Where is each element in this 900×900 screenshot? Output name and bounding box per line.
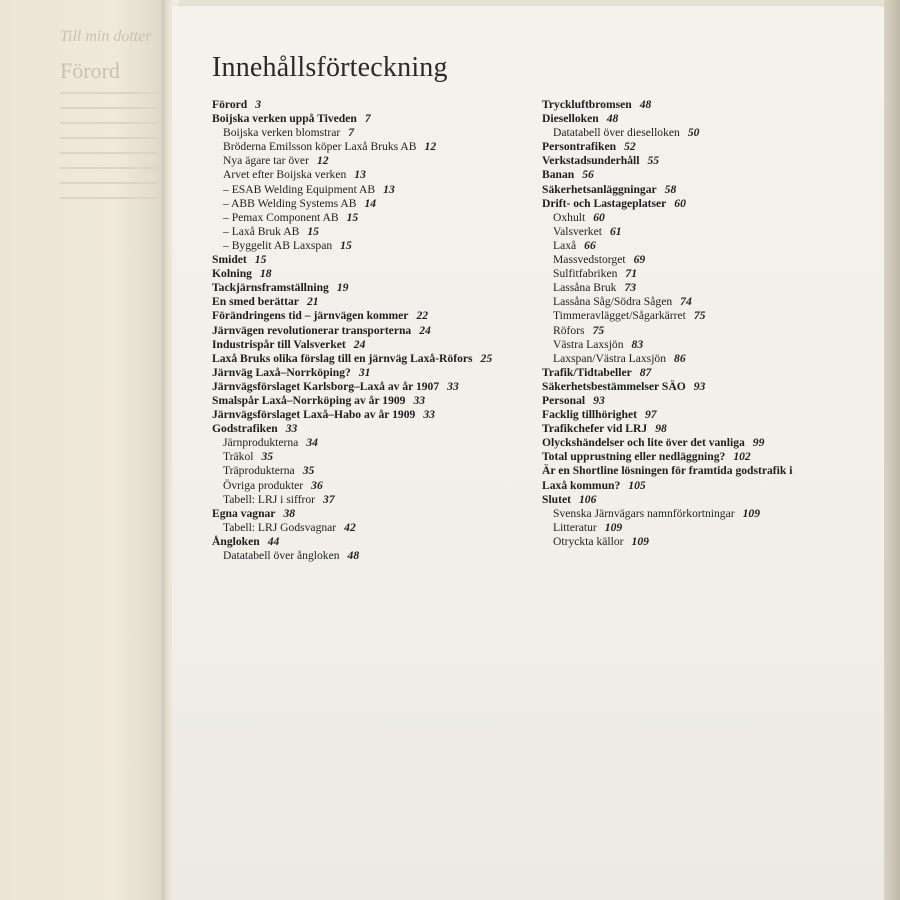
toc-chapter-entry xyxy=(542,422,792,436)
toc-entry-page-number: 52 xyxy=(624,140,636,154)
left-page-text-lines xyxy=(60,92,168,212)
toc-entry-title: Litteratur xyxy=(553,520,597,534)
toc-entry-page-number: 13 xyxy=(383,182,395,196)
toc-entry-title: Oxhult xyxy=(553,210,586,224)
toc-chapter-entry xyxy=(212,253,492,267)
right-page xyxy=(172,6,884,900)
page-edge xyxy=(884,0,900,900)
toc-chapter-entry xyxy=(542,380,792,394)
toc-entry-title: Timmeravlägget/Sågarkärret xyxy=(553,309,686,323)
toc-entry-title: Svenska Järnvägars namnförkortningar xyxy=(553,506,735,520)
toc-entry-page-number: 19 xyxy=(336,281,349,295)
toc-entry-title: Laxå Bruks olika förslag till en järnväg Laxå-Röfors xyxy=(212,351,473,365)
page-title: Innehållsförteckning xyxy=(212,52,448,83)
toc-chapter-entry xyxy=(542,140,792,154)
toc-chapter-entry xyxy=(212,324,492,338)
toc-subsection-entry xyxy=(542,507,792,521)
toc-entry-page-number: 48 xyxy=(347,549,360,562)
toc-subsection-entry xyxy=(212,140,492,154)
toc-entry-title: Boijska verken blomstrar xyxy=(223,126,341,140)
toc-entry-page-number: 35 xyxy=(261,450,274,464)
toc-entry-page-number: 38 xyxy=(283,506,296,520)
toc-entry-page-number: 24 xyxy=(353,337,366,351)
toc-entry-title: Laxå xyxy=(553,238,577,252)
toc-entry-page-number: 15 xyxy=(346,210,359,224)
toc-entry-title: Järnvägsförslaget Karlsborg–Laxå av år 1907 xyxy=(212,379,440,393)
toc-entry-page-number: 109 xyxy=(742,506,760,520)
toc-chapter-entry xyxy=(212,267,492,281)
toc-subsection-entry xyxy=(542,225,792,239)
toc-chapter-entry xyxy=(542,408,792,422)
toc-entry-title: Boijska verken uppå Tiveden xyxy=(212,112,357,126)
toc-entry-title: Järnvägen revolutionerar transporterna xyxy=(212,323,412,337)
toc-entry-page-number: 14 xyxy=(364,196,377,210)
toc-entry-page-number: 42 xyxy=(344,520,356,534)
toc-subsection-entry xyxy=(542,281,792,295)
toc-entry-title: Laxå kommun? xyxy=(542,478,621,492)
toc-entry-title: – Byggelit AB Laxspan xyxy=(223,238,333,252)
toc-entry-page-number: 34 xyxy=(306,436,318,450)
toc-entry-page-number: 93 xyxy=(593,393,605,407)
toc-entry-page-number: 36 xyxy=(311,478,323,492)
toc-entry-page-number: 109 xyxy=(631,534,649,548)
toc-entry-title: Datatabell över ångloken xyxy=(223,549,340,562)
toc-entry-title: Träprodukterna xyxy=(223,464,295,478)
left-page-dedication: Till min dotter xyxy=(60,28,152,45)
toc-subsection-entry xyxy=(212,493,492,507)
toc-chapter-entry xyxy=(542,197,792,211)
toc-subsection-entry xyxy=(542,338,792,352)
toc-entry-title: Övriga produkter xyxy=(223,478,304,492)
toc-entry-page-number: 58 xyxy=(664,182,677,196)
toc-entry-page-number: 21 xyxy=(306,295,319,309)
toc-entry-page-number: 35 xyxy=(302,464,315,478)
toc-subsection-entry xyxy=(542,324,792,338)
toc-chapter-entry xyxy=(212,352,492,366)
toc-entry-page-number: 98 xyxy=(655,422,667,436)
toc-subsection-entry xyxy=(212,126,492,140)
toc-entry-title: Förändringens tid – järnvägen kommer xyxy=(212,309,409,323)
toc-entry-page-number: 105 xyxy=(628,478,646,492)
toc-entry-title: Smidet xyxy=(212,253,247,267)
toc-subsection-entry xyxy=(542,535,792,549)
toc-entry-page-number: 15 xyxy=(254,253,267,267)
toc-entry-page-number: 74 xyxy=(680,295,692,309)
toc-entry-page-number: 69 xyxy=(633,253,646,267)
toc-entry-title: Olyckshändelser och lite över det vanliga xyxy=(542,436,745,450)
toc-chapter-entry xyxy=(542,479,792,493)
toc-entry-page-number: 102 xyxy=(733,450,751,464)
toc-left-column xyxy=(212,98,492,563)
toc-chapter-entry xyxy=(542,168,792,182)
toc-chapter-entry xyxy=(212,112,492,126)
toc-entry-title: Röfors xyxy=(553,323,585,337)
toc-entry-title: – ESAB Welding Equipment AB xyxy=(223,182,376,196)
toc-entry-page-number: 73 xyxy=(624,281,637,295)
toc-entry-title: Dieselloken xyxy=(542,112,599,126)
toc-subsection-entry xyxy=(212,436,492,450)
toc-entry-page-number: 86 xyxy=(674,351,686,365)
toc-entry-title: Tryckluftbromsen xyxy=(542,98,632,111)
toc-entry-page-number: 33 xyxy=(285,422,298,436)
toc-entry-page-number: 25 xyxy=(480,351,493,365)
toc-entry-title: Egna vagnar xyxy=(212,506,276,520)
toc-entry-page-number: 13 xyxy=(354,168,366,182)
toc-subsection-entry xyxy=(542,239,792,253)
toc-entry-title: Massvedstorget xyxy=(553,253,626,267)
toc-entry-title: Personal xyxy=(542,393,586,407)
toc-entry-title: Valsverket xyxy=(553,224,602,238)
toc-entry-title: – Pemax Component AB xyxy=(223,210,339,224)
toc-entry-page-number: 66 xyxy=(584,238,596,252)
toc-chapter-entry xyxy=(542,98,792,112)
toc-subsection-entry xyxy=(212,197,492,211)
toc-entry-title: Industrispår till Valsverket xyxy=(212,337,346,351)
toc-chapter-entry xyxy=(212,366,492,380)
toc-chapter-entry xyxy=(212,535,492,549)
toc-entry-page-number: 93 xyxy=(693,379,706,393)
toc-entry-title: Tabell: LRJ i siffror xyxy=(223,492,316,506)
toc-entry-title: Förord xyxy=(212,98,248,111)
toc-entry-page-number: 48 xyxy=(606,112,619,126)
toc-entry-title: Trafik/Tidtabeller xyxy=(542,365,632,379)
toc-subsection-entry xyxy=(542,352,792,366)
toc-entry-page-number: 60 xyxy=(674,196,686,210)
toc-entry-page-number: 24 xyxy=(419,323,431,337)
toc-subsection-entry xyxy=(542,253,792,267)
toc-chapter-entry xyxy=(542,154,792,168)
toc-entry-page-number: 33 xyxy=(423,408,435,422)
toc-chapter-entry xyxy=(212,338,492,352)
toc-entry-page-number: 7 xyxy=(364,112,371,126)
toc-entry-title: Arvet efter Boijska verken xyxy=(223,168,347,182)
toc-entry-title: Järnprodukterna xyxy=(223,436,299,450)
toc-entry-title: Slutet xyxy=(542,492,571,506)
toc-subsection-entry xyxy=(542,295,792,309)
toc-entry-page-number: 37 xyxy=(323,492,335,506)
toc-entry-page-number: 12 xyxy=(424,140,437,154)
toc-chapter-entry xyxy=(212,98,492,112)
toc-subsection-entry xyxy=(212,239,492,253)
toc-entry-page-number: 50 xyxy=(687,126,700,140)
toc-subsection-entry xyxy=(542,211,792,225)
toc-entry-page-number: 44 xyxy=(267,534,280,548)
toc-subsection-entry xyxy=(212,479,492,493)
toc-entry-title: Säkerhetsanläggningar xyxy=(542,182,657,196)
toc-entry-title: Sulfitfabriken xyxy=(553,267,618,281)
toc-entry-title: Nya ägare tar över xyxy=(223,154,309,168)
left-page xyxy=(0,0,168,900)
toc-chapter-entry xyxy=(542,112,792,126)
toc-chapter-entry xyxy=(212,507,492,521)
toc-entry-title: – ABB Welding Systems AB xyxy=(223,196,357,210)
toc-entry-page-number: 97 xyxy=(645,408,657,422)
toc-chapter-entry xyxy=(212,408,492,422)
toc-right-column xyxy=(542,98,792,549)
toc-entry-title: Tabell: LRJ Godsvagnar xyxy=(223,520,337,534)
toc-entry-title: En smed berättar xyxy=(212,295,299,309)
toc-entry-page-number: 99 xyxy=(752,436,765,450)
toc-chapter-entry xyxy=(212,295,492,309)
toc-entry-page-number: 75 xyxy=(592,323,605,337)
toc-entry-title: Järnvägsförslaget Laxå–Habo av år 1909 xyxy=(212,408,416,422)
toc-entry-page-number: 18 xyxy=(259,267,272,281)
toc-subsection-entry xyxy=(212,549,492,563)
toc-entry-page-number: 87 xyxy=(639,365,652,379)
toc-entry-page-number: 60 xyxy=(593,210,605,224)
toc-entry-page-number: 22 xyxy=(416,309,429,323)
toc-entry-title: Säkerhetsbestämmelser SÄO xyxy=(542,379,686,393)
toc-entry-page-number: 55 xyxy=(647,154,660,168)
toc-chapter-entry xyxy=(542,366,792,380)
toc-subsection-entry xyxy=(212,464,492,478)
toc-entry-page-number: 33 xyxy=(413,393,426,407)
toc-entry-page-number: 83 xyxy=(631,337,644,351)
toc-entry-title: Träkol xyxy=(223,450,254,464)
toc-subsection-entry xyxy=(212,168,492,182)
toc-entry-title: Otryckta källor xyxy=(553,534,624,548)
toc-entry-title: Västra Laxsjön xyxy=(553,337,624,351)
toc-entry-title: Drift- och Lastageplatser xyxy=(542,196,667,210)
toc-entry-title: Smalspår Laxå–Norrköping av år 1909 xyxy=(212,393,406,407)
toc-entry-title: Persontrafiken xyxy=(542,140,617,154)
toc-entry-title: Bröderna Emilsson köper Laxå Bruks AB xyxy=(223,140,417,154)
toc-chapter-entry xyxy=(212,380,492,394)
toc-entry-title: Total upprustning eller nedläggning? xyxy=(542,450,726,464)
toc-entry-title: Ångloken xyxy=(212,534,260,548)
toc-entry-page-number: 71 xyxy=(625,267,637,281)
toc-entry-title: Banan xyxy=(542,168,575,182)
toc-entry-title: Kolning xyxy=(212,267,252,281)
toc-chapter-entry xyxy=(212,394,492,408)
toc-entry-page-number: 106 xyxy=(578,492,597,506)
toc-entry-title: Trafikchefer vid LRJ xyxy=(542,422,648,436)
toc-chapter-entry xyxy=(542,394,792,408)
toc-subsection-entry xyxy=(212,225,492,239)
toc-entry-page-number: 56 xyxy=(582,168,594,182)
toc-subsection-entry xyxy=(542,521,792,535)
toc-subsection-entry xyxy=(212,183,492,197)
toc-subsection-entry xyxy=(212,521,492,535)
toc-entry-page-number: 15 xyxy=(340,238,352,252)
toc-subsection-entry xyxy=(542,309,792,323)
toc-subsection-entry xyxy=(212,211,492,225)
toc-entry-page-number: 3 xyxy=(255,98,262,111)
toc-subsection-entry xyxy=(212,154,492,168)
toc-entry-page-number: 75 xyxy=(693,309,706,323)
toc-entry-title: Är en Shortline lösningen för framtida godstrafik i xyxy=(542,464,793,478)
toc-entry-page-number: 12 xyxy=(316,154,329,168)
toc-entry-page-number: 61 xyxy=(609,224,622,238)
toc-entry-title: Facklig tillhörighet xyxy=(542,408,637,422)
toc-entry-title: Lassåna Såg/Södra Sågen xyxy=(553,295,673,309)
toc-chapter-entry xyxy=(542,183,792,197)
toc-entry-title: Järnväg Laxå–Norrköping? xyxy=(212,365,351,379)
toc-entry-page-number: 15 xyxy=(307,224,319,238)
toc-entry-title: Verkstadsunderhåll xyxy=(542,154,640,168)
toc-chapter-entry xyxy=(212,422,492,436)
toc-entry-page-number: 31 xyxy=(358,365,371,379)
toc-subsection-entry xyxy=(212,450,492,464)
toc-entry-page-number: 33 xyxy=(447,379,459,393)
toc-entry-title: – Laxå Bruk AB xyxy=(223,224,300,238)
toc-entry-title: Laxspan/Västra Laxsjön xyxy=(553,351,667,365)
toc-subsection-entry xyxy=(542,267,792,281)
toc-subsection-entry xyxy=(542,126,792,140)
toc-chapter-entry xyxy=(542,464,792,478)
toc-entry-title: Tackjärnsframställning xyxy=(212,281,329,295)
toc-entry-page-number: 48 xyxy=(639,98,652,111)
toc-chapter-entry xyxy=(542,450,792,464)
toc-entry-title: Godstrafiken xyxy=(212,422,278,436)
toc-chapter-entry xyxy=(212,309,492,323)
toc-entry-title: Datatabell över dieselloken xyxy=(553,126,680,140)
toc-entry-title: Lassåna Bruk xyxy=(553,281,617,295)
left-page-heading: Förord xyxy=(60,58,120,83)
toc-chapter-entry xyxy=(542,436,792,450)
toc-chapter-entry xyxy=(212,281,492,295)
toc-chapter-entry xyxy=(542,493,792,507)
toc-entry-page-number: 109 xyxy=(604,520,623,534)
toc-entry-page-number: 7 xyxy=(348,126,354,140)
